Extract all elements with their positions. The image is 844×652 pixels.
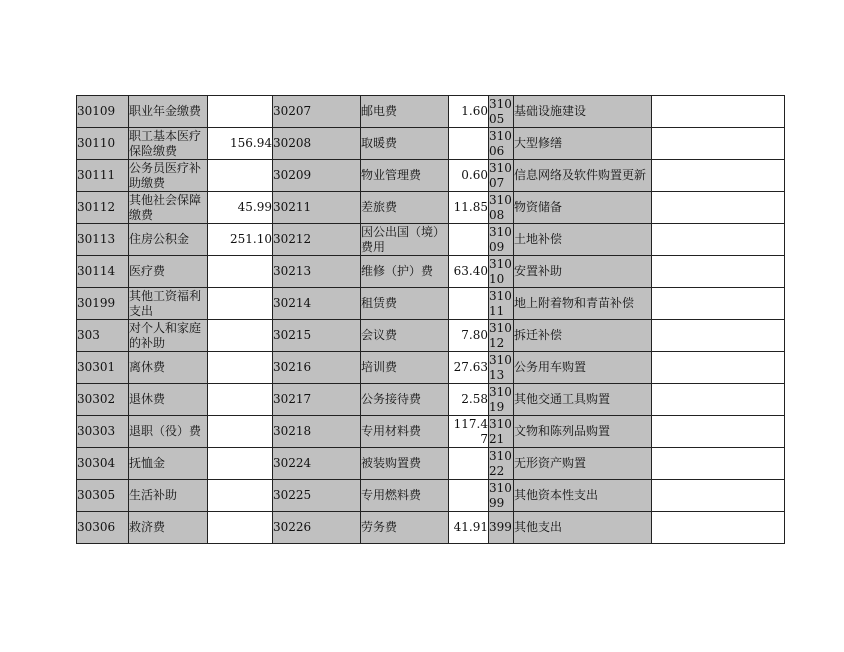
category-code: 30207 <box>273 96 361 128</box>
amount <box>208 160 273 192</box>
category-name: 其他支出 <box>514 512 652 544</box>
category-name: 公务用车购置 <box>514 352 652 384</box>
category-code: 30199 <box>77 288 129 320</box>
category-name: 职业年金缴费 <box>129 96 208 128</box>
category-code: 30218 <box>273 416 361 448</box>
amount: 7.80 <box>449 320 489 352</box>
category-code: 30216 <box>273 352 361 384</box>
category-code: 30212 <box>273 224 361 256</box>
category-name: 物业管理费 <box>361 160 449 192</box>
category-name: 医疗费 <box>129 256 208 288</box>
blank-cell <box>652 192 785 224</box>
category-name: 专用燃料费 <box>361 480 449 512</box>
category-code: 30303 <box>77 416 129 448</box>
blank-cell <box>652 256 785 288</box>
category-code: 30301 <box>77 352 129 384</box>
amount <box>208 288 273 320</box>
category-name: 无形资产购置 <box>514 448 652 480</box>
amount <box>449 480 489 512</box>
blank-cell <box>652 416 785 448</box>
amount <box>208 416 273 448</box>
category-name: 维修（护）费 <box>361 256 449 288</box>
budget-table <box>76 95 785 544</box>
amount: 251.10 <box>208 224 273 256</box>
category-name: 大型修缮 <box>514 128 652 160</box>
blank-cell <box>652 96 785 128</box>
category-name: 物资储备 <box>514 192 652 224</box>
category-name: 文物和陈列品购置 <box>514 416 652 448</box>
category-code: 303 <box>77 320 129 352</box>
category-code: 30110 <box>77 128 129 160</box>
category-code: 30114 <box>77 256 129 288</box>
category-code: 310 08 <box>489 192 512 222</box>
table-row <box>77 96 785 128</box>
table-row <box>77 448 785 480</box>
category-code: 30214 <box>273 288 361 320</box>
amount: 117.4 7 <box>449 416 489 448</box>
amount <box>208 480 273 512</box>
amount: 2.58 <box>449 384 489 416</box>
category-name: 差旅费 <box>361 192 449 224</box>
category-code: 30225 <box>273 480 361 512</box>
table-row <box>77 192 785 224</box>
category-name: 其他工资福利支出 <box>129 288 208 320</box>
category-code: 310 05 <box>489 96 512 126</box>
category-code: 310 11 <box>489 288 512 318</box>
category-code: 30217 <box>273 384 361 416</box>
category-code: 310 13 <box>489 352 512 382</box>
category-name: 被装购置费 <box>361 448 449 480</box>
category-code: 310 22 <box>489 448 512 478</box>
table-row <box>77 416 785 448</box>
blank-cell <box>652 288 785 320</box>
category-code: 30213 <box>273 256 361 288</box>
category-name: 租赁费 <box>361 288 449 320</box>
category-name: 基础设施建设 <box>514 96 652 128</box>
category-name: 公务员医疗补助缴费 <box>129 160 208 192</box>
category-code: 310 19 <box>489 384 512 414</box>
category-name: 取暖费 <box>361 128 449 160</box>
category-code: 30112 <box>77 192 129 224</box>
amount: 63.40 <box>449 256 489 288</box>
category-name: 信息网络及软件购置更新 <box>514 160 652 192</box>
category-name: 离休费 <box>129 352 208 384</box>
blank-cell <box>652 512 785 544</box>
category-name: 职工基本医疗保险缴费 <box>129 128 208 160</box>
amount <box>208 448 273 480</box>
amount <box>449 448 489 480</box>
category-name: 其他社会保障缴费 <box>129 192 208 224</box>
blank-cell <box>652 448 785 480</box>
category-name: 生活补助 <box>129 480 208 512</box>
category-code: 399 <box>489 512 514 544</box>
table-row <box>77 480 785 512</box>
category-code: 30208 <box>273 128 361 160</box>
table-body <box>77 96 785 544</box>
category-code: 30211 <box>273 192 361 224</box>
category-code: 30111 <box>77 160 129 192</box>
amount <box>449 224 489 256</box>
category-code: 30215 <box>273 320 361 352</box>
blank-cell <box>652 352 785 384</box>
category-code: 30109 <box>77 96 129 128</box>
table-row <box>77 352 785 384</box>
category-name: 邮电费 <box>361 96 449 128</box>
category-code: 30113 <box>77 224 129 256</box>
category-name: 安置补助 <box>514 256 652 288</box>
category-name: 劳务费 <box>361 512 449 544</box>
blank-cell <box>652 480 785 512</box>
category-code: 30302 <box>77 384 129 416</box>
amount: 156.94 <box>208 128 273 160</box>
category-code: 310 09 <box>489 224 512 254</box>
category-code: 310 10 <box>489 256 512 286</box>
amount <box>449 288 489 320</box>
blank-cell <box>652 320 785 352</box>
table-row <box>77 256 785 288</box>
category-name: 会议费 <box>361 320 449 352</box>
category-code: 30306 <box>77 512 129 544</box>
category-code: 310 21 <box>489 416 512 446</box>
category-name: 地上附着物和青苗补偿 <box>514 288 652 320</box>
category-code: 30305 <box>77 480 129 512</box>
category-code: 310 06 <box>489 128 512 158</box>
category-name: 公务接待费 <box>361 384 449 416</box>
category-name: 培训费 <box>361 352 449 384</box>
amount: 27.63 <box>449 352 489 384</box>
category-code: 30226 <box>273 512 361 544</box>
category-code: 310 99 <box>489 480 512 510</box>
amount <box>208 512 273 544</box>
amount <box>208 320 273 352</box>
category-code: 30304 <box>77 448 129 480</box>
blank-cell <box>652 384 785 416</box>
category-name: 抚恤金 <box>129 448 208 480</box>
category-name: 退休费 <box>129 384 208 416</box>
amount: 1.60 <box>449 96 489 128</box>
table-row <box>77 128 785 160</box>
blank-cell <box>652 160 785 192</box>
category-name: 因公出国（境）费用 <box>361 224 449 256</box>
category-code: 30209 <box>273 160 361 192</box>
table-row <box>77 512 785 544</box>
table-row <box>77 384 785 416</box>
table-row <box>77 224 785 256</box>
blank-cell <box>652 128 785 160</box>
amount <box>208 384 273 416</box>
category-code: 310 07 <box>489 160 512 190</box>
category-code: 310 12 <box>489 320 512 350</box>
category-name: 退职（役）费 <box>129 416 208 448</box>
category-code: 30224 <box>273 448 361 480</box>
table-row <box>77 160 785 192</box>
amount <box>208 256 273 288</box>
amount: 45.99 <box>208 192 273 224</box>
table-row <box>77 320 785 352</box>
category-name: 专用材料费 <box>361 416 449 448</box>
amount: 0.60 <box>449 160 489 192</box>
category-name: 拆迁补偿 <box>514 320 652 352</box>
category-name: 对个人和家庭的补助 <box>129 320 208 352</box>
category-name: 救济费 <box>129 512 208 544</box>
category-name: 其他资本性支出 <box>514 480 652 512</box>
category-name: 其他交通工具购置 <box>514 384 652 416</box>
blank-cell <box>652 224 785 256</box>
amount: 11.85 <box>449 192 489 224</box>
table-row <box>77 288 785 320</box>
amount <box>208 352 273 384</box>
amount: 41.91 <box>449 512 489 544</box>
amount <box>208 96 273 128</box>
category-name: 土地补偿 <box>514 224 652 256</box>
amount <box>449 128 489 160</box>
category-name: 住房公积金 <box>129 224 208 256</box>
